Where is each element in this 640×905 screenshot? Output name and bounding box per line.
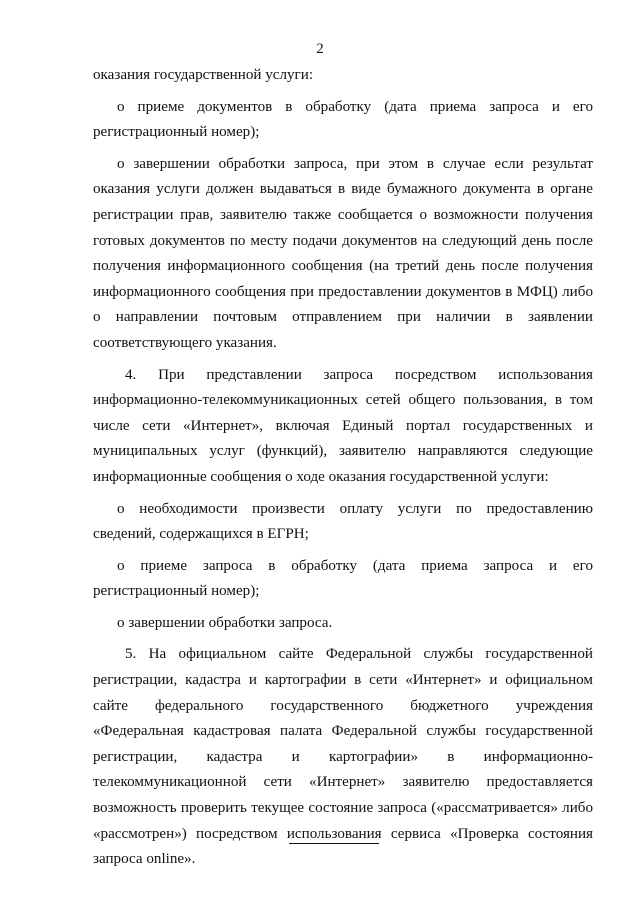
paragraph-request-complete: о завершении обработки запроса. [117,614,333,631]
paragraph-item-4: 4. При представлении запроса посредством использования информационно-телекоммуникационных сетей общего пользования, в том числе сети «Интернет», включая Единый портал государственных и муниципальных услуг (функций), заявителю направляются следующие информационные сообщения о ходе оказания государственной услуги: [93,366,593,485]
document-body [93,63,593,879]
paragraph-documents-received: о приеме документов в обработку (дата приема запроса и его регистрационный номер); [93,98,593,141]
page-number: 2 [316,41,324,57]
paragraph-processing-complete: о завершении обработки запроса, при этом в случае если результат оказания услуги должен выдаваться в виде бумажного документа в органе регистрации прав, заявителю также сообщается о возможности получения готовых документов по месту подачи документов на следующий день после получения информационного сообщения (на третий день после получения информационного сообщения при предоставлении документов в МФЦ) либо о направлении почтовым отправлением при наличии в заявлении соответствующего указания. [93,155,593,351]
footer-divider [289,843,379,844]
paragraph-item-5: 5. На официальном сайте Федеральной службы государственной регистрации, кадастра и картографии в сети «Интернет» и официальном сайте федерального государственного бюджетного учреждения «Федеральная кадастровая палата Федеральной службы государственной регистрации, кадастра и картографии» в информационно-телекоммуникационной сети «Интернет» заявителю предоставляется возможность проверить текущее состояние запроса («рассматривается» либо «рассмотрен») посредством использования сервиса «Проверка состояния запроса online». [93,646,593,868]
paragraph-continuation: оказания государственной услуги: [93,67,314,83]
paragraph-payment-required: о необходимости произвести оплату услуги по предоставлению сведений, содержащихся в ЕГРН; [93,500,593,543]
paragraph-request-received: о приеме запроса в обработку (дата приема запроса и его регистрационный номер); [93,557,593,600]
